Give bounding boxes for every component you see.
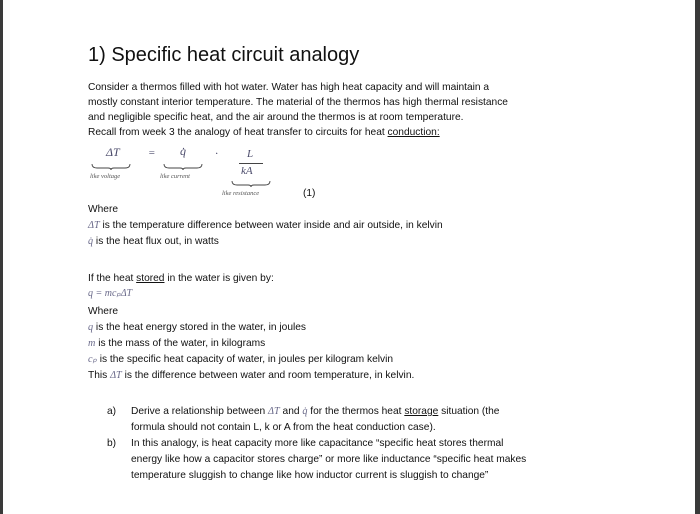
intro-line-3: and negligible specific heat, and the air around the thermos is at room temperature. bbox=[88, 112, 464, 123]
qa-q-dot: q̇ bbox=[302, 406, 308, 417]
eq-numerator: L bbox=[247, 148, 254, 160]
where2-item-1 bbox=[88, 321, 306, 334]
eq-denominator: kA bbox=[241, 165, 253, 177]
question-b-line-3: temperature sluggish to change like how inductor current is sluggish to change” bbox=[131, 470, 489, 481]
this-text: is the difference between water and room temperature, in kelvin. bbox=[121, 370, 415, 381]
where-label-1: Where bbox=[88, 204, 119, 215]
where1-item-1 bbox=[88, 219, 443, 232]
where-label-2: Where bbox=[88, 306, 119, 317]
qa-delta-t: ΔT bbox=[268, 406, 280, 417]
document-page bbox=[3, 0, 695, 514]
intro-line-1: Consider a thermos filled with hot water. Water has high heat capacity and will maintain a bbox=[88, 82, 490, 93]
storage-link: storage bbox=[404, 406, 439, 417]
eq-equals: = bbox=[148, 147, 156, 159]
q-label: like current bbox=[160, 173, 190, 180]
q-dot-symbol: q̇ bbox=[88, 236, 94, 247]
eq-lhs: ΔT bbox=[106, 145, 120, 159]
this-prefix: This bbox=[88, 370, 111, 381]
q-underbrace bbox=[163, 163, 203, 171]
this-line bbox=[88, 369, 414, 382]
eq-q: q̇ bbox=[180, 144, 186, 158]
fraction-bar bbox=[239, 163, 263, 164]
r-label: like resistance bbox=[222, 190, 260, 197]
recall-line bbox=[88, 126, 440, 139]
where1-item-2 bbox=[88, 235, 219, 248]
question-b-line-1: In this analogy, is heat capacity more like capacitance “specific heat stores thermal bbox=[131, 438, 504, 449]
intro-line-2: mostly constant interior temperature. The material of the thermos has high thermal resistance bbox=[88, 97, 508, 108]
where2-item-2-text: is the mass of the water, in kilograms bbox=[95, 338, 266, 349]
eq-dot: · bbox=[215, 146, 218, 160]
stored-line bbox=[88, 272, 274, 285]
where1-item-1-text: is the temperature difference between water inside and air outside, in kelvin bbox=[99, 220, 443, 231]
this-delta-t-symbol: ΔT bbox=[110, 370, 122, 381]
r-underbrace bbox=[231, 180, 271, 188]
question-a-line-2: formula should not contain L, k or A from the heat conduction case). bbox=[131, 422, 436, 433]
delta-t-symbol: ΔT bbox=[88, 220, 100, 231]
where2-item-3 bbox=[88, 353, 393, 366]
m-symbol: m bbox=[88, 338, 96, 349]
where1-item-2-text: is the heat flux out, in watts bbox=[93, 236, 219, 247]
where2-item-1-text: is the heat energy stored in the water, in joules bbox=[93, 322, 307, 333]
cp-symbol: cₚ bbox=[88, 354, 97, 365]
stored-prefix: If the heat bbox=[88, 273, 137, 284]
qa-text-3: for the thermos heat bbox=[307, 406, 405, 417]
question-a-label: a) bbox=[107, 406, 117, 417]
page-title: 1) Specific heat circuit analogy bbox=[88, 44, 360, 66]
stored-suffix: in the water is given by: bbox=[164, 273, 274, 284]
qa-text-4: situation (the bbox=[438, 406, 500, 417]
recall-text: Recall from week 3 the analogy of heat transfer to circuits for heat bbox=[88, 127, 388, 138]
qa-text-1: Derive a relationship between bbox=[131, 406, 269, 417]
question-b-line-2: energy like how a capacitor stores charge” or more like inductance “specific heat makes bbox=[131, 454, 527, 465]
lhs-label: like voltage bbox=[90, 173, 121, 180]
where2-item-3-text: is the specific heat capacity of water, in joules per kilogram kelvin bbox=[96, 354, 394, 365]
eq-number: (1) bbox=[303, 188, 316, 199]
stored-formula: q = mcₚΔT bbox=[88, 288, 133, 299]
lhs-underbrace bbox=[91, 163, 131, 171]
where2-item-2 bbox=[88, 337, 265, 350]
qa-text-2: and bbox=[279, 406, 303, 417]
q-symbol: q bbox=[88, 322, 94, 333]
question-b-label: b) bbox=[107, 438, 117, 449]
stored-link: stored bbox=[136, 273, 165, 284]
question-a-line-1 bbox=[131, 405, 499, 418]
conduction-link: conduction: bbox=[387, 127, 440, 138]
